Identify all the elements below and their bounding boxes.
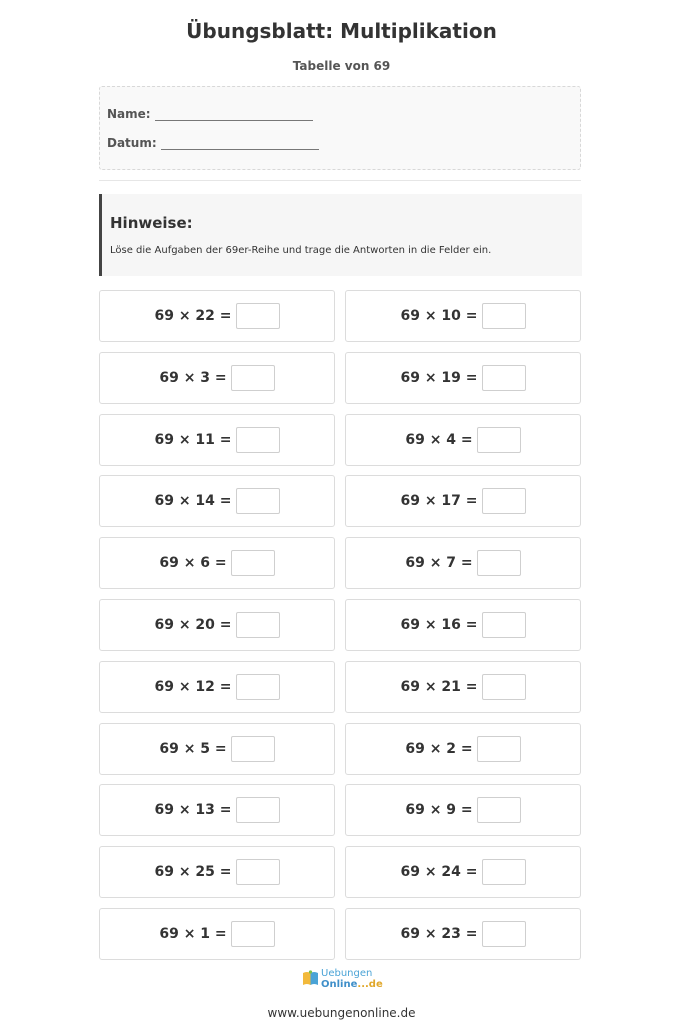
answer-input[interactable]: [477, 550, 521, 576]
task-card: [345, 908, 581, 960]
task-equation: 69 × 3 =: [159, 370, 227, 386]
task-equation: 69 × 24 =: [400, 864, 478, 880]
task-card: [99, 414, 335, 466]
answer-input[interactable]: [231, 736, 275, 762]
student-info-box: [99, 86, 581, 170]
answer-input[interactable]: [231, 365, 275, 391]
task-card: [345, 599, 581, 651]
task-card: [99, 475, 335, 527]
task-equation: 69 × 19 =: [400, 370, 478, 386]
answer-input[interactable]: [236, 612, 280, 638]
task-card: [99, 537, 335, 589]
task-equation: 69 × 2 =: [405, 741, 473, 757]
answer-input[interactable]: [231, 921, 275, 947]
answer-input[interactable]: [477, 427, 521, 453]
page-title: Übungsblatt: Multiplikation: [186, 19, 497, 43]
task-equation: 69 × 6 =: [159, 555, 227, 571]
task-equation: 69 × 7 =: [405, 555, 473, 571]
answer-input[interactable]: [236, 427, 280, 453]
name-field[interactable]: [155, 108, 313, 121]
answer-input[interactable]: [482, 303, 526, 329]
answer-input[interactable]: [477, 797, 521, 823]
task-equation: 69 × 16 =: [400, 617, 478, 633]
answer-input[interactable]: [236, 859, 280, 885]
task-card: [345, 723, 581, 775]
date-field[interactable]: [161, 137, 319, 150]
task-card: [345, 661, 581, 713]
brand-logo: [302, 968, 382, 990]
task-card: [345, 352, 581, 404]
answer-input[interactable]: [482, 859, 526, 885]
task-card: [99, 599, 335, 651]
task-equation: 69 × 1 =: [159, 926, 227, 942]
task-card: [99, 846, 335, 898]
task-equation: 69 × 23 =: [400, 926, 478, 942]
hints-box: [99, 194, 582, 276]
task-card: [99, 290, 335, 342]
task-equation: 69 × 14 =: [154, 493, 232, 509]
answer-input[interactable]: [236, 797, 280, 823]
book-icon: [302, 970, 319, 986]
hints-text: Löse die Aufgaben der 69er-Reihe und trage die Antworten in die Felder ein.: [110, 245, 492, 256]
task-equation: 69 × 4 =: [405, 432, 473, 448]
answer-input[interactable]: [231, 550, 275, 576]
name-line: [107, 107, 313, 121]
answer-input[interactable]: [482, 365, 526, 391]
task-card: [345, 846, 581, 898]
task-equation: 69 × 20 =: [154, 617, 232, 633]
task-equation: 69 × 25 =: [154, 864, 232, 880]
logo-text-online: Online: [321, 979, 358, 990]
task-equation: 69 × 17 =: [400, 493, 478, 509]
task-card: [345, 414, 581, 466]
task-card: [99, 352, 335, 404]
page-subtitle: Tabelle von 69: [292, 59, 391, 73]
task-equation: 69 × 5 =: [159, 741, 227, 757]
task-card: [99, 723, 335, 775]
answer-input[interactable]: [482, 674, 526, 700]
answer-input[interactable]: [236, 303, 280, 329]
task-equation: 69 × 21 =: [400, 679, 478, 695]
task-equation: 69 × 10 =: [400, 308, 478, 324]
answer-input[interactable]: [482, 612, 526, 638]
task-card: [99, 661, 335, 713]
logo-text-de: de: [368, 979, 383, 990]
task-card: [99, 908, 335, 960]
footer-url[interactable]: www.uebungenonline.de: [267, 1006, 416, 1020]
task-card: [345, 475, 581, 527]
logo-text-dots: ...: [357, 979, 369, 990]
task-card: [99, 784, 335, 836]
task-equation: 69 × 12 =: [154, 679, 232, 695]
task-card: [345, 290, 581, 342]
logo-text-top: Uebungen: [321, 968, 373, 979]
logo-text-bottom: [321, 979, 383, 990]
answer-input[interactable]: [236, 488, 280, 514]
hints-title: Hinweise:: [110, 214, 193, 232]
date-label: Datum:: [107, 136, 157, 150]
date-line: [107, 136, 319, 150]
task-card: [345, 784, 581, 836]
answer-input[interactable]: [477, 736, 521, 762]
answer-input[interactable]: [482, 921, 526, 947]
name-label: Name:: [107, 107, 151, 121]
task-equation: 69 × 9 =: [405, 802, 473, 818]
answer-input[interactable]: [236, 674, 280, 700]
task-card: [345, 537, 581, 589]
task-equation: 69 × 13 =: [154, 802, 232, 818]
answer-input[interactable]: [482, 488, 526, 514]
task-equation: 69 × 22 =: [154, 308, 232, 324]
divider: [99, 180, 581, 181]
task-equation: 69 × 11 =: [154, 432, 232, 448]
